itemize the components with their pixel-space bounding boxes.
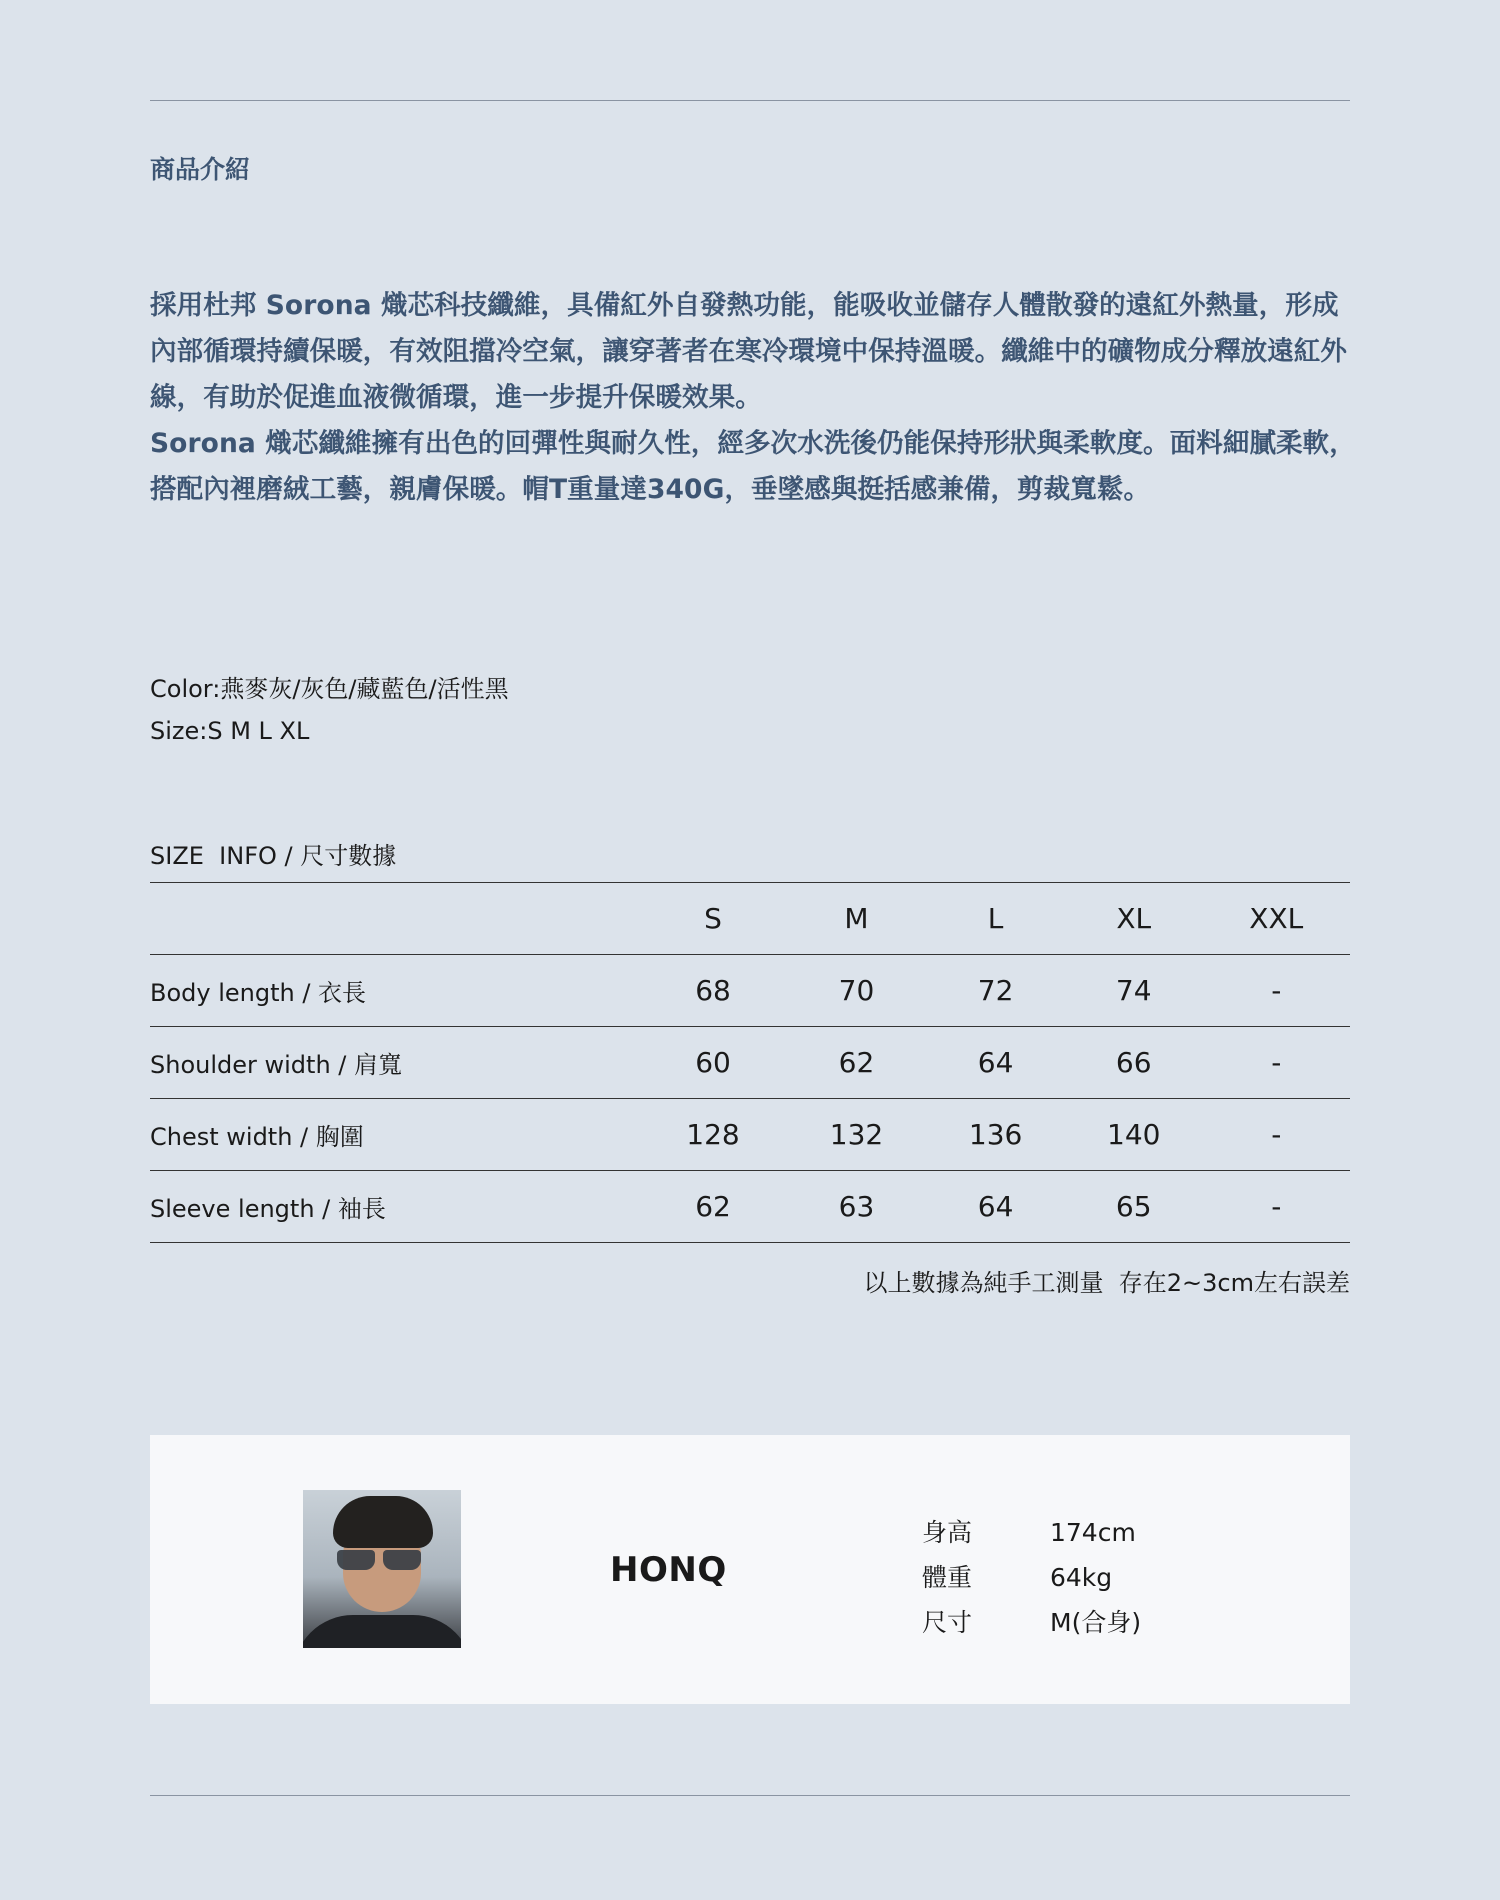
size-header-l: L (926, 883, 1065, 955)
stat-label: 身高 (922, 1518, 973, 1547)
model-stat-height (922, 1510, 1141, 1555)
row-label: Sleeve length / 袖長 (150, 1171, 639, 1243)
model-info-card (150, 1435, 1350, 1704)
size-table-corner (150, 883, 639, 955)
size-header-m: M (787, 883, 927, 955)
size-header-xxl: XXL (1203, 883, 1350, 955)
model-stats (922, 1510, 1141, 1645)
table-row (150, 1171, 1350, 1243)
stat-value: 174cm (1050, 1518, 1136, 1547)
table-cell: - (1203, 1171, 1350, 1243)
table-cell: 132 (787, 1099, 927, 1171)
table-cell: 64 (926, 1171, 1065, 1243)
stat-label: 尺寸 (922, 1608, 973, 1637)
table-cell: - (1203, 1099, 1350, 1171)
table-cell: 74 (1065, 955, 1203, 1027)
table-cell: - (1203, 955, 1350, 1027)
size-table-header (150, 883, 1350, 955)
table-row (150, 1027, 1350, 1099)
model-stat-size (922, 1600, 1141, 1645)
row-label: Body length / 衣長 (150, 955, 639, 1027)
table-cell: 68 (639, 955, 786, 1027)
size-table (150, 882, 1350, 1243)
table-row (150, 955, 1350, 1027)
section-title: 商品介紹 (150, 155, 251, 184)
product-description (150, 283, 1360, 513)
model-photo (303, 1490, 461, 1648)
stat-label: 體重 (922, 1563, 973, 1592)
table-cell: 60 (639, 1027, 786, 1099)
model-stat-weight (922, 1555, 1141, 1600)
table-cell: 66 (1065, 1027, 1203, 1099)
bottom-divider (150, 1795, 1350, 1796)
description-paragraph-1: 採用杜邦 Sorona 熾芯科技纖維，具備紅外自發熱功能，能吸收並儲存人體散發的遠紅外熱量，形成內部循環持續保暖，有效阻擋冷空氣，讓穿著者在寒冷環境中保持溫暖。纖維中的礦物成分釋放遠紅外線，有助於促進血液微循環，進一步提升保暖效果。 (150, 290, 1347, 413)
size-info-title: SIZE INFO / 尺寸數據 (150, 842, 397, 870)
description-paragraph-2: Sorona 熾芯纖維擁有出色的回彈性與耐久性，經多次水洗後仍能保持形狀與柔軟度。面料細膩柔軟，搭配內裡磨絨工藝，親膚保暖。帽T重量達340G，垂墜感與挺括感兼備，剪裁寬鬆。 (150, 428, 1356, 505)
row-label: Chest width / 胸圍 (150, 1099, 639, 1171)
color-options: Color:燕麥灰/灰色/藏藍色/活性黑 (150, 675, 509, 703)
stat-value: 64kg (1050, 1563, 1113, 1592)
size-header-xl: XL (1065, 883, 1203, 955)
table-cell: 136 (926, 1099, 1065, 1171)
table-cell: 64 (926, 1027, 1065, 1099)
measurement-note: 以上數據為純手工測量 存在2~3cm左右誤差 (863, 1269, 1350, 1297)
table-cell: 62 (639, 1171, 786, 1243)
table-row (150, 1099, 1350, 1171)
table-cell: 62 (787, 1027, 927, 1099)
top-divider (150, 100, 1350, 101)
table-cell: 65 (1065, 1171, 1203, 1243)
table-cell: 63 (787, 1171, 927, 1243)
table-cell: 128 (639, 1099, 786, 1171)
model-name: HONQ (610, 1550, 727, 1590)
size-options: Size:S M L XL (150, 717, 310, 745)
table-cell: 72 (926, 955, 1065, 1027)
size-header-s: S (639, 883, 786, 955)
product-specs (150, 668, 509, 752)
table-cell: 140 (1065, 1099, 1203, 1171)
table-cell: 70 (787, 955, 927, 1027)
table-cell: - (1203, 1027, 1350, 1099)
row-label: Shoulder width / 肩寬 (150, 1027, 639, 1099)
stat-value: M(合身) (1050, 1608, 1142, 1637)
